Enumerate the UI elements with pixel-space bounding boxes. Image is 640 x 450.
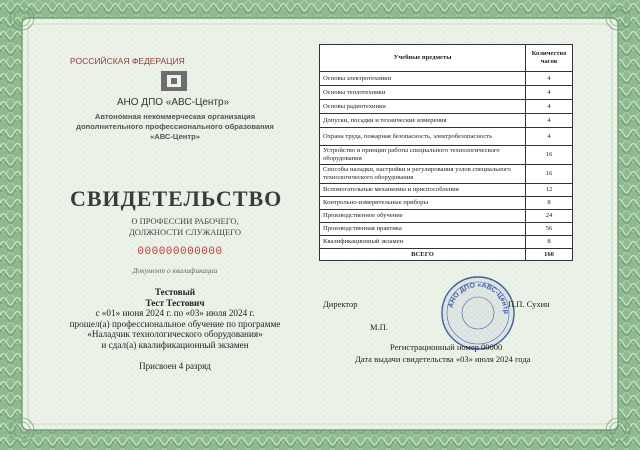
subjects-table (319, 44, 573, 261)
table-total-row (320, 249, 573, 261)
table-row (320, 100, 573, 114)
training-line: прошел(а) профессиональное обучение по программе (69, 318, 281, 329)
director-label: Директор (323, 299, 358, 309)
total-hours: 160 (526, 249, 573, 261)
table-header-row (320, 45, 573, 72)
official-stamp (438, 273, 518, 353)
org-full-name (70, 112, 280, 142)
hours-cell: 4 (526, 86, 573, 100)
table-row (320, 223, 573, 236)
registration-number: Регистрационный номер 00000 (390, 342, 503, 352)
hours-column-header (526, 45, 573, 72)
hours-cell: 4 (526, 114, 573, 128)
subject-cell: Устройство и принцип работы специального технологического оборудования (320, 146, 526, 165)
org-logo-icon (160, 70, 188, 92)
document-type: Документ о квалификации (132, 266, 218, 275)
subject-cell: Производственное обучение (320, 210, 526, 223)
subject-cell: Основы электротехники (320, 72, 526, 86)
subtitle-line: О ПРОФЕССИИ РАБОЧЕГО, (131, 216, 239, 226)
hours-header-line: Количество (531, 50, 567, 57)
hours-cell: 8 (526, 236, 573, 249)
table-row (320, 210, 573, 223)
subject-cell: Способы наладки, настройки и регулирования узлов специального технологического оборудования (320, 165, 526, 184)
table-row (320, 146, 573, 165)
holder-surname: Тестовый (154, 287, 196, 297)
subject-column-header: Учебные предметы (320, 45, 526, 72)
subject-cell: Охрана труда, пожарная безопасность, электробезопасность (320, 128, 526, 146)
table-row (320, 165, 573, 184)
document-title: СВИДЕТЕЛЬСТВО (70, 186, 283, 211)
subject-cell: Контрольно-измерительные приборы (320, 197, 526, 210)
exam-line: и сдал(а) квалификационный экзамен (101, 339, 249, 350)
org-full-line: «АВС-Центр» (150, 132, 200, 141)
subjects-table-wrap (319, 44, 573, 261)
hours-cell: 24 (526, 210, 573, 223)
subject-cell: Вспомогательные механизмы и приспособления (320, 184, 526, 197)
subtitle-line: ДОЛЖНОСТИ СЛУЖАЩЕГО (128, 227, 241, 237)
hours-cell: 16 (526, 165, 573, 184)
holder-name: Тест Тестович (145, 297, 205, 308)
document-subtitle (100, 216, 270, 238)
country-label: РОССИЙСКАЯ ФЕДЕРАЦИЯ (70, 56, 185, 66)
subject-cell: Производственная практика (320, 223, 526, 236)
hours-cell: 8 (526, 197, 573, 210)
table-row (320, 114, 573, 128)
hours-cell: 4 (526, 100, 573, 114)
table-row (320, 197, 573, 210)
table-row (320, 72, 573, 86)
table-row (320, 128, 573, 146)
seal-label: М.П. (370, 322, 388, 332)
hours-cell: 4 (526, 72, 573, 86)
issue-date: Дата выдачи свидетельства «03» июля 2024 года (355, 354, 531, 364)
training-period: с «01» июня 2024 г. по «03» июля 2024 г. (95, 308, 255, 318)
total-label: ВСЕГО (320, 249, 526, 261)
hours-cell: 4 (526, 128, 573, 146)
program-name: «Наладчик технологического оборудования» (87, 329, 263, 339)
table-row (320, 184, 573, 197)
hours-cell: 12 (526, 184, 573, 197)
org-short-name: АНО ДПО «АВС-Центр» (116, 97, 230, 108)
director-name: П.П. Сухин (508, 299, 550, 309)
org-full-line: дополнительного профессионального образования (76, 122, 274, 131)
holder-block (30, 287, 320, 350)
subject-cell: Основы теплотехники (320, 86, 526, 100)
subject-cell: Основы радиотехники (320, 100, 526, 114)
hours-cell: 16 (526, 146, 573, 165)
table-row (320, 236, 573, 249)
subject-cell: Допуски, посадки и технические измерения (320, 114, 526, 128)
hours-cell: 56 (526, 223, 573, 236)
document-number: 000000000000 (137, 246, 223, 258)
hours-header-line: часов (540, 58, 558, 65)
stamp-text: АНО ДПО «АВС-Центр (447, 281, 510, 315)
org-full-line: Автономная некоммерческая организация (94, 112, 256, 121)
table-row (320, 86, 573, 100)
subject-cell: Квалификационный экзамен (320, 236, 526, 249)
rank-assigned: Присвоен 4 разряд (139, 361, 211, 371)
